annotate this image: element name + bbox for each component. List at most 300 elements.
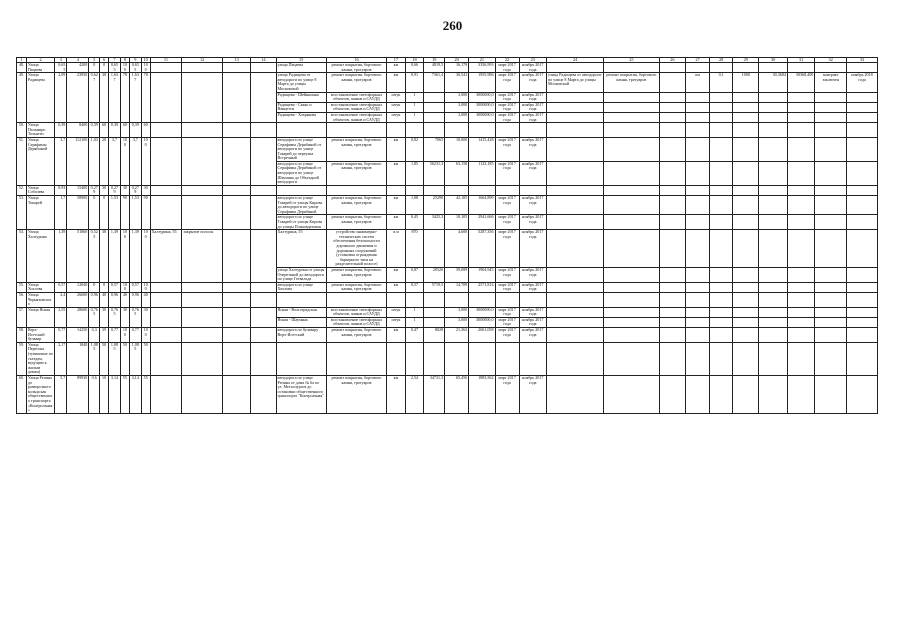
section-c24-cell	[546, 137, 603, 161]
section-c29-cell	[733, 376, 759, 414]
row-c8-cell: 50	[121, 342, 130, 375]
section-c22-cell: март 2017 года	[495, 161, 519, 185]
section-c21-cell: 1123,185	[469, 161, 495, 185]
row-c9-cell: 3,7	[129, 137, 141, 185]
section-c22-cell: март 2017 года	[495, 63, 519, 73]
row-c9-cell: 1,53	[129, 196, 141, 230]
road-repair-table	[16, 57, 878, 414]
section-c22-cell: март 2017 года	[495, 112, 519, 122]
row-c10-cell: 40	[141, 292, 150, 307]
section-c17-cell: км	[387, 196, 406, 215]
section-c25-cell	[603, 137, 659, 161]
section-c16-cell	[326, 292, 386, 307]
row-c5-cell: 0,6	[89, 376, 100, 414]
section-c16-cell	[326, 123, 386, 138]
section-c15-cell: автодорога по улице Серафимы Дерябиной от автодороги по улице Токарей до переулка Встречный	[276, 137, 326, 161]
section-c28-cell	[710, 92, 733, 102]
section-c31-cell	[787, 215, 814, 230]
section-c25-cell	[603, 123, 659, 138]
section-c31-cell	[787, 342, 814, 375]
section-c22-cell: март 2017 года	[495, 376, 519, 414]
row-c6-cell: 40	[100, 292, 109, 307]
row-c5-cell: 0	[89, 196, 100, 230]
section-c17-cell: км	[387, 282, 406, 292]
section-c23-cell: ноябрь 2017 года	[519, 215, 546, 230]
section-c23-cell	[519, 123, 546, 138]
column-number-cell: 1	[17, 58, 27, 63]
section-c24-cell	[546, 215, 603, 230]
section-c23-cell: ноябрь 2017 года	[519, 73, 546, 92]
column-number-cell: 19	[424, 58, 445, 63]
row-c11-cell	[150, 307, 182, 327]
row-c10-cell: 90	[141, 196, 150, 230]
section-c33-cell	[847, 267, 878, 282]
row-c11-cell	[150, 342, 182, 375]
section-c31-cell	[787, 63, 814, 73]
section-c33-cell	[847, 376, 878, 414]
row-c13-cell	[222, 292, 250, 307]
row-c4-cell: 28680	[67, 307, 89, 327]
section-c33-cell	[847, 137, 878, 161]
row-c2-cell: Улица Халтурина	[26, 230, 54, 283]
section-c20-cell: 3,000	[445, 92, 469, 102]
section-c33-cell	[847, 230, 878, 268]
section-c23-cell: ноябрь 2017 года	[519, 267, 546, 282]
section-c33-cell	[847, 63, 878, 73]
section-c20-cell: 16,179	[445, 63, 469, 73]
table-row	[17, 185, 878, 195]
section-c29-cell	[733, 307, 759, 317]
row-c9-cell: 0,279	[129, 185, 141, 195]
section-c19-cell: 5719,5	[424, 282, 445, 292]
section-c30-cell	[759, 161, 787, 185]
section-c25-cell	[603, 292, 659, 307]
section-c27-cell	[686, 230, 710, 268]
section-c15-cell	[276, 292, 326, 307]
section-c16-cell: ремонт покрытия, бортового камня, тротуаров	[326, 376, 386, 414]
section-c33-cell	[847, 307, 878, 317]
section-c29-cell	[733, 317, 759, 327]
section-c23-cell: ноябрь 2017 года	[519, 161, 546, 185]
section-c16-cell	[326, 342, 386, 375]
row-c4-cell: 15400	[67, 185, 89, 195]
road-repair-table-sheet	[16, 57, 878, 414]
row-c2-cell: Улица Соболева	[26, 185, 54, 195]
section-c18-cell: 1	[405, 102, 424, 112]
row-c4-cell: 112100	[67, 137, 89, 185]
row-c9-cell: 0,96	[129, 292, 141, 307]
section-c25-cell	[603, 267, 659, 282]
section-c16-cell: ремонт покрытия, бортового камня, тротуаров	[326, 196, 386, 215]
row-c7-cell: 0,655	[108, 63, 120, 73]
section-c24-cell	[546, 342, 603, 375]
section-c21-cell: 1904,945	[469, 267, 495, 282]
section-c15-cell: улица Пацаева	[276, 63, 326, 73]
section-c32-cell	[815, 161, 847, 185]
section-c27-cell	[686, 307, 710, 317]
section-c26-cell	[659, 307, 685, 317]
column-number-cell: 33	[847, 58, 878, 63]
section-c21-cell: 3000000,0	[469, 112, 495, 122]
section-c26-cell	[659, 215, 685, 230]
column-number-cell: 6	[100, 58, 109, 63]
section-c18-cell: 1,85	[405, 161, 424, 185]
section-c24-cell: улица Радищева от автодороги по улице 8 Марта до улицы Московской	[546, 73, 603, 92]
section-c24-cell	[546, 63, 603, 73]
row-c13-cell	[222, 342, 250, 375]
section-c27-cell	[686, 161, 710, 185]
section-c21-cell	[469, 185, 495, 195]
column-number-cell: 11	[150, 58, 182, 63]
row-c6-cell: 10	[100, 376, 109, 414]
row-c9-cell: 1,637	[129, 73, 141, 123]
section-c16-cell: ремонт покрытия, бортового камня, тротуаров	[326, 137, 386, 161]
section-c26-cell	[659, 112, 685, 122]
column-number-cell: 2	[26, 58, 54, 63]
section-c21-cell: 1415,428	[469, 137, 495, 161]
section-c24-cell	[546, 317, 603, 327]
row-c8-cell: 100	[121, 282, 130, 292]
section-c24-cell	[546, 102, 603, 112]
table-row	[17, 63, 878, 73]
row-c9-cell: 0,655	[129, 63, 141, 73]
column-number-cell: 15	[276, 58, 326, 63]
section-c32-cell	[815, 230, 847, 268]
section-c28-cell	[710, 137, 733, 161]
row-c2-cell: Улица Черняховского	[26, 292, 54, 307]
row-c12-cell	[182, 123, 223, 138]
section-c19-cell	[424, 292, 445, 307]
section-c25-cell	[603, 185, 659, 195]
section-c23-cell: ноябрь 2017 года	[519, 282, 546, 292]
table-row	[17, 328, 878, 343]
section-c21-cell: 1955,986	[469, 73, 495, 92]
section-c29-cell	[733, 215, 759, 230]
section-c17-cell	[387, 342, 406, 375]
section-c17-cell: км	[387, 215, 406, 230]
row-c12-cell	[182, 342, 223, 375]
row-c13-cell	[222, 376, 250, 414]
section-c21-cell: 5287,356	[469, 230, 495, 268]
column-number-cell: 30	[759, 58, 787, 63]
section-c18-cell: 2,54	[405, 376, 424, 414]
column-number-cell: 28	[710, 58, 733, 63]
section-c27-cell: км	[686, 73, 710, 92]
table-row	[17, 307, 878, 317]
section-c21-cell: 2941,666	[469, 215, 495, 230]
section-c30-cell	[759, 292, 787, 307]
section-c25-cell	[603, 161, 659, 185]
section-c26-cell	[659, 63, 685, 73]
section-c17-cell	[387, 123, 406, 138]
row-c5-cell: 1,03	[89, 137, 100, 185]
section-c22-cell: март 2017 года	[495, 92, 519, 102]
section-c26-cell	[659, 73, 685, 92]
section-c32-cell	[815, 112, 847, 122]
column-number-cell: 14	[251, 58, 276, 63]
section-c26-cell	[659, 376, 685, 414]
section-c26-cell	[659, 317, 685, 327]
section-c18-cell: 1,08	[405, 196, 424, 215]
section-c22-cell	[495, 292, 519, 307]
row-c2-cell: Улица Пацаева	[26, 63, 54, 73]
column-number-cell: 5	[89, 58, 100, 63]
section-c17-cell	[387, 185, 406, 195]
row-c12-cell	[182, 328, 223, 343]
section-c18-cell: 0,66	[405, 63, 424, 73]
section-c24-cell	[546, 230, 603, 268]
section-c30-cell	[759, 123, 787, 138]
row-c13-cell	[222, 282, 250, 292]
section-c30-cell	[759, 307, 787, 317]
section-c27-cell	[686, 123, 710, 138]
section-c15-cell: Ясная - Волгоградская	[276, 307, 326, 317]
section-c33-cell	[847, 342, 878, 375]
section-c28-cell	[710, 307, 733, 317]
section-c15-cell: автодорога по бульвару Верх-Исетский	[276, 328, 326, 343]
section-c19-cell: 20520	[424, 267, 445, 282]
row-c4-cell: 14250	[67, 328, 89, 343]
row-c2-cell: Улица Радищева	[26, 73, 54, 123]
section-c23-cell: ноябрь 2017 года	[519, 328, 546, 343]
section-c27-cell	[686, 137, 710, 161]
section-c21-cell: 2661,058	[469, 328, 495, 343]
column-number-cell: 12	[182, 58, 223, 63]
row-c7-cell: 1,085	[108, 342, 120, 375]
row-c10-cell: 100	[141, 282, 150, 292]
section-c31-cell	[787, 92, 814, 102]
row-c12-cell	[182, 185, 223, 195]
table-row	[17, 292, 878, 307]
section-c17-cell: штук	[387, 307, 406, 317]
section-c24-cell	[546, 123, 603, 138]
row-c9-cell: 0,77	[129, 328, 141, 343]
section-c17-cell: км	[387, 267, 406, 282]
section-c15-cell: Радищева - Хохрякова	[276, 112, 326, 122]
row-c10-cell: 55	[141, 376, 150, 414]
section-c16-cell: устройство инженерно-технических систем обеспечения безопасности дорожного движения и дорожных сооружений (установка ограждения барьерного типа на разделительной полосе)	[326, 230, 386, 268]
row-c8-cell: 100	[121, 137, 130, 185]
section-c21-cell	[469, 292, 495, 307]
section-c25-cell	[603, 317, 659, 327]
section-c31-cell	[787, 185, 814, 195]
section-c33-cell	[847, 292, 878, 307]
section-c26-cell	[659, 230, 685, 268]
section-c28-cell	[710, 292, 733, 307]
section-c30-cell	[759, 137, 787, 161]
section-c25-cell	[603, 328, 659, 343]
section-c16-cell: ремонт покрытия, бортового камня, тротуаров	[326, 73, 386, 92]
section-c19-cell: 4819,5	[424, 63, 445, 73]
section-c22-cell: март 2017 года	[495, 317, 519, 327]
row-c1-cell: 50.	[17, 123, 27, 138]
row-c6-cell: 30	[100, 307, 109, 327]
section-c18-cell: 0,47	[405, 328, 424, 343]
row-c6-cell: 50	[100, 342, 109, 375]
section-c20-cell: 10,105	[445, 215, 469, 230]
row-c3-cell: 5,7	[55, 376, 67, 414]
section-c16-cell: восстановление светофорных объектов, знаков и САУДД	[326, 112, 386, 122]
section-c22-cell: март 2017 года	[495, 230, 519, 268]
section-c33-cell	[847, 282, 878, 292]
row-c1-cell: 60.	[17, 376, 27, 414]
section-c25-cell	[603, 102, 659, 112]
section-c18-cell: 1	[405, 112, 424, 122]
section-c21-cell: 3000000,0	[469, 92, 495, 102]
section-c17-cell	[387, 292, 406, 307]
row-c2-cell: Улица Токарей	[26, 196, 54, 230]
section-c18-cell: 870	[405, 230, 424, 268]
row-c13-cell	[222, 196, 250, 230]
row-c12-cell	[182, 307, 223, 327]
section-c19-cell	[424, 230, 445, 268]
section-c29-cell	[733, 267, 759, 282]
section-c27-cell	[686, 112, 710, 122]
section-c21-cell: 1664,899	[469, 196, 495, 215]
section-c15-cell: Халтурина, 55	[276, 230, 326, 268]
section-c16-cell: ремонт покрытия, бортового камня, тротуаров	[326, 63, 386, 73]
section-c21-cell: 3356,993	[469, 63, 495, 73]
section-c16-cell	[326, 185, 386, 195]
section-c32-cell	[815, 215, 847, 230]
row-c5-cell: 0,627	[89, 73, 100, 123]
section-c19-cell: 8028	[424, 328, 445, 343]
section-c17-cell: км	[387, 63, 406, 73]
row-c2-cell: Улица Пальмиро Тольятти	[26, 123, 54, 138]
row-c10-cell: 60	[141, 123, 150, 138]
row-c11-cell	[150, 196, 182, 230]
section-c18-cell	[405, 185, 424, 195]
section-c15-cell: улица Халтурина от улицы Очеретяной до автодороги по улице Готвальда	[277, 267, 325, 282]
section-c30-cell	[759, 185, 787, 195]
section-c30-cell: 30,3684	[759, 73, 787, 92]
row-c12-cell	[182, 376, 223, 414]
section-c21-cell: 2571,814	[469, 282, 495, 292]
section-c25-cell	[603, 112, 659, 122]
section-c16-cell: ремонт покрытия, бортового камня, тротуаров	[326, 215, 386, 230]
row-c10-cell: 30	[141, 307, 150, 327]
section-c33-cell	[847, 123, 878, 138]
section-c32-cell	[815, 63, 847, 73]
column-number-cell: 10	[141, 58, 150, 63]
section-c31-cell	[787, 137, 814, 161]
section-c29-cell: 1000	[733, 73, 759, 92]
section-c32-cell	[815, 102, 847, 112]
section-c28-cell	[710, 328, 733, 343]
row-c7-cell: 0,39	[108, 123, 120, 138]
section-c20-cell: 3,000	[445, 112, 469, 122]
row-c11-cell	[150, 185, 182, 195]
column-number-cell: 17	[387, 58, 406, 63]
row-c4-cell: 4200	[67, 63, 89, 73]
section-c30-cell	[759, 267, 787, 282]
column-number-cell: 8	[121, 58, 130, 63]
section-c30-cell	[759, 342, 787, 375]
section-c16-cell: ремонт покрытия, бортового камня, тротуаров	[326, 267, 386, 282]
section-c23-cell: ноябрь 2017 года	[519, 317, 546, 327]
section-c24-cell	[546, 282, 603, 292]
column-number-cell: 24	[546, 58, 603, 63]
section-c19-cell	[424, 342, 445, 375]
section-c24-cell	[546, 376, 603, 414]
section-c16-cell: ремонт покрытия, бортового камня, тротуаров	[326, 282, 386, 292]
section-c21-cell: 3000000,0	[469, 317, 495, 327]
row-c3-cell: 0,39	[55, 123, 67, 138]
section-c23-cell: ноябрь 2017 года	[519, 102, 546, 112]
row-c5-cell: 0,765	[89, 307, 100, 327]
section-c27-cell	[686, 317, 710, 327]
section-c29-cell	[733, 196, 759, 215]
section-c25-cell	[603, 63, 659, 73]
section-c33-cell	[847, 92, 878, 102]
section-c17-cell: штук	[387, 112, 406, 122]
section-c22-cell: март 2017 года	[495, 215, 519, 230]
row-c13-cell	[222, 230, 250, 283]
row-c11-cell	[150, 292, 182, 307]
row-c6-cell: 30	[100, 73, 109, 123]
section-c28-cell	[710, 317, 733, 327]
section-c30-cell	[759, 230, 787, 268]
section-c28-cell	[710, 102, 733, 112]
section-c20-cell	[445, 185, 469, 195]
section-c32-cell	[815, 282, 847, 292]
row-c9-cell: 0,765	[129, 307, 141, 327]
section-c32-cell	[815, 376, 847, 414]
section-c26-cell	[659, 342, 685, 375]
section-c28-cell	[710, 282, 733, 292]
section-c31-cell	[787, 196, 814, 215]
section-c26-cell	[659, 328, 685, 343]
section-c20-cell: 21,363	[445, 328, 469, 343]
section-c32-cell	[815, 342, 847, 375]
column-number-cell: 29	[733, 58, 759, 63]
section-c30-cell	[759, 63, 787, 73]
column-number-cell: 31	[787, 58, 814, 63]
row-c8-cell: 60	[121, 123, 130, 138]
row-c14-cell	[251, 73, 276, 123]
row-c12-cell	[182, 63, 223, 73]
row-c12-cell	[182, 73, 223, 123]
row-c7-cell: 0,279	[108, 185, 120, 195]
section-c19-cell: 34731,3	[424, 376, 445, 414]
section-c22-cell: март 2017 года	[495, 328, 519, 343]
row-c10-cell: 78	[141, 73, 150, 123]
row-c8-cell: 100	[121, 328, 130, 343]
section-c30-cell	[759, 196, 787, 215]
section-c28-cell	[710, 112, 733, 122]
section-c17-cell: км	[387, 137, 406, 161]
row-c6-cell: 30	[100, 185, 109, 195]
section-c29-cell	[733, 102, 759, 112]
section-c19-cell: 56231,3	[424, 161, 445, 185]
row-c6-cell: 28	[100, 137, 109, 185]
row-c1-cell: 57.	[17, 307, 27, 327]
section-c23-cell	[519, 292, 546, 307]
row-c13-cell	[222, 123, 250, 138]
section-c19-cell: 7361,4	[424, 73, 445, 92]
section-c15-cell: улица Радищева от автодороги по улице 8 Марта до улицы Московской	[276, 73, 326, 92]
section-c29-cell	[733, 292, 759, 307]
section-c19-cell: 3425,3	[424, 215, 445, 230]
section-c22-cell: март 2017 года	[495, 137, 519, 161]
section-c19-cell	[424, 185, 445, 195]
section-c28-cell	[710, 196, 733, 215]
section-c18-cell: 0,82	[405, 137, 424, 161]
section-c20-cell: 14,709	[445, 282, 469, 292]
section-c29-cell	[733, 342, 759, 375]
section-c28-cell	[710, 230, 733, 268]
section-c20-cell: 3,000	[445, 317, 469, 327]
